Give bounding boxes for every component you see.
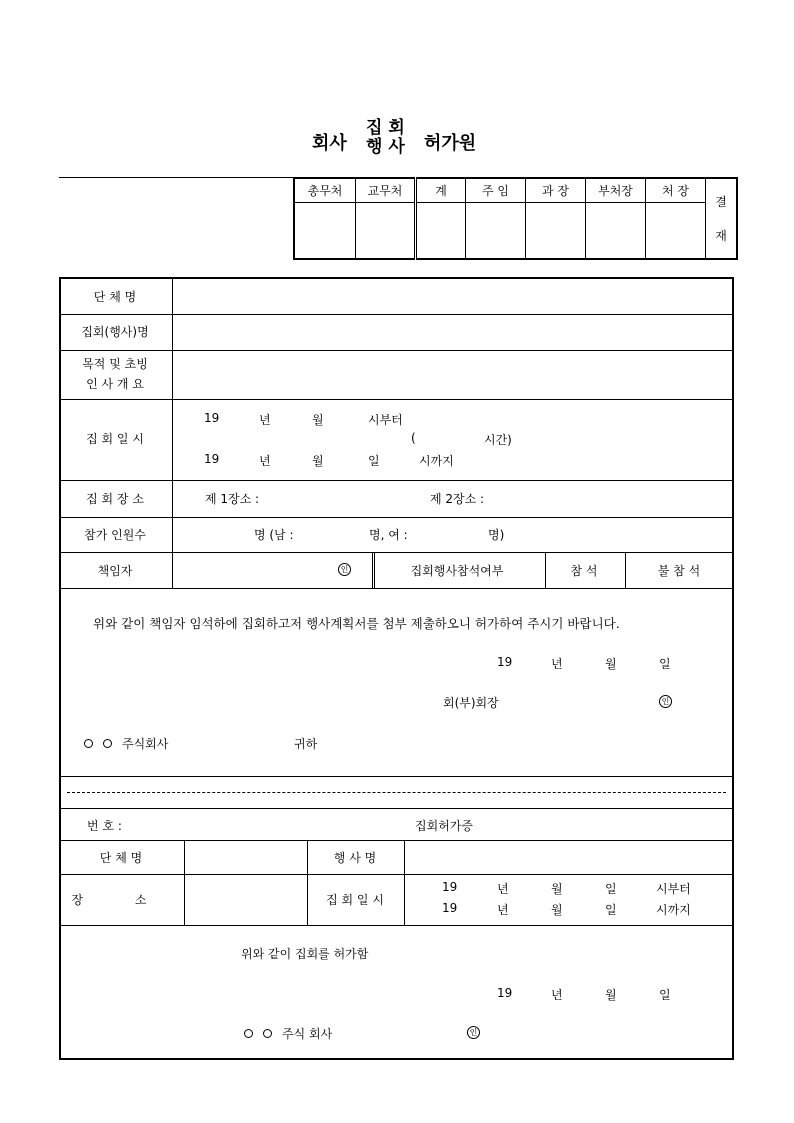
dt-from: 시부터 — [368, 413, 403, 427]
blank-circle-icon — [84, 739, 93, 748]
permit-event-name-label: 행 사 명 — [333, 851, 377, 865]
blank-circle-icon — [263, 1029, 272, 1038]
purpose-label-line2: 인 사 개 요 — [86, 377, 144, 391]
permit-org-name-label: 단 체 명 — [99, 851, 143, 865]
dt-day-unit-2: 일 — [368, 454, 380, 468]
datetime-label: 집 회 일 시 — [86, 432, 144, 446]
president-label: 회(부)회장 — [443, 696, 499, 710]
approval-header-3: 계 — [416, 178, 466, 202]
org-name-label: 단 체 명 — [93, 290, 137, 304]
dt-year-2: 19 — [204, 452, 220, 466]
event-name-label: 집회(행사)명 — [81, 325, 149, 339]
attend-no[interactable]: 불 참 석 — [657, 564, 701, 578]
recipient-company: 주식회사 — [122, 737, 169, 751]
row-divider — [61, 517, 732, 518]
dt-paren-open: ( — [411, 431, 416, 445]
approval-header-7: 처 장 — [646, 178, 706, 202]
approval-sign-5[interactable] — [526, 202, 586, 259]
permit-place-label: 장 소 — [71, 893, 171, 907]
permit-datetime-label: 집 회 일 시 — [326, 893, 384, 907]
cut-line — [67, 792, 726, 793]
permit-dt1-year-unit: 년 — [497, 882, 509, 896]
approval-side-label-bottom: 재 — [715, 228, 727, 243]
dt-hours: 시간) — [484, 433, 512, 447]
approval-side-label-top: 결 — [715, 194, 727, 209]
dt-month-unit-1: 월 — [312, 413, 324, 427]
participants-female[interactable]: 명) — [488, 528, 505, 542]
approval-sign-4[interactable] — [466, 202, 526, 259]
permit-date-year: 19 — [497, 986, 513, 1000]
permit-approve-text: 위와 같이 집회를 허가함 — [241, 947, 369, 961]
col-divider — [372, 552, 373, 588]
col-divider — [307, 840, 308, 925]
row-divider — [61, 480, 732, 481]
request-date-year-unit: 년 — [551, 657, 563, 671]
approval-sign-1[interactable] — [294, 202, 356, 259]
dt-year-unit-2: 년 — [259, 454, 271, 468]
participants-male[interactable]: 명, 여 : — [369, 528, 408, 542]
title-prefix: 회사 — [312, 133, 347, 154]
place-2-label[interactable]: 제 2장소 : — [430, 492, 485, 506]
row-divider — [61, 874, 732, 875]
title-suffix: 허가원 — [424, 133, 477, 154]
permit-dt1-month-unit: 월 — [551, 882, 563, 896]
request-date-day-unit: 일 — [659, 657, 671, 671]
permit-dt2-year: 19 — [442, 901, 458, 915]
approval-sign-6[interactable] — [586, 202, 646, 259]
approval-sign-7[interactable] — [646, 202, 706, 259]
permit-dt1-from: 시부터 — [656, 882, 691, 896]
permit-date-month-unit: 월 — [605, 988, 617, 1002]
col-divider — [545, 552, 546, 588]
permit-place-field[interactable] — [184, 874, 304, 922]
permit-dt2-year-unit: 년 — [497, 903, 509, 917]
row-divider — [61, 808, 732, 809]
title-stack-top: 집 회 — [366, 118, 405, 138]
permit-date-year-unit: 년 — [551, 988, 563, 1002]
approval-header-1: 총무처 — [294, 178, 356, 202]
dt-month-unit-2: 월 — [312, 454, 324, 468]
seal-icon: 인 — [659, 695, 672, 708]
title-stack-bottom: 행 사 — [366, 137, 405, 157]
request-date-month-unit: 월 — [605, 657, 617, 671]
approval-header-4: 주 임 — [466, 178, 526, 202]
approval-header-2: 교무처 — [356, 178, 416, 202]
attendance-label: 집회행사참석여부 — [410, 564, 504, 578]
approval-header-6: 부처장 — [586, 178, 646, 202]
purpose-field[interactable] — [172, 350, 732, 396]
approval-sign-2[interactable] — [356, 202, 416, 259]
approval-side-label — [706, 178, 738, 259]
row-divider — [61, 588, 732, 589]
responsible-label: 책임자 — [97, 564, 133, 578]
permit-org-name-field[interactable] — [184, 840, 304, 870]
place-label: 집 회 장 소 — [86, 492, 144, 506]
participants-total[interactable]: 명 (남 : — [254, 528, 294, 542]
permit-company: 주식 회사 — [282, 1027, 333, 1041]
permit-dt1-year: 19 — [442, 880, 458, 894]
row-divider — [61, 925, 732, 926]
participants-label: 참가 인원수 — [84, 528, 146, 542]
row-divider — [61, 776, 732, 777]
seal-icon: 인 — [467, 1026, 480, 1039]
row-divider — [61, 399, 732, 400]
permit-dt2-month-unit: 월 — [551, 903, 563, 917]
dt-year-1: 19 — [204, 411, 220, 425]
permit-date-day-unit: 일 — [659, 988, 671, 1002]
recipient-honorific: 귀하 — [294, 737, 318, 751]
col-divider — [374, 552, 375, 588]
blank-circle-icon — [103, 739, 112, 748]
dt-until: 시까지 — [419, 454, 454, 468]
approval-header-5: 과 장 — [526, 178, 586, 202]
permit-number-label: 번 호 : — [87, 819, 122, 833]
request-text: 위와 같이 책임자 임석하에 집회하고저 행사계획서를 첨부 제출하오니 허가하여 주시기 바랍니다. — [93, 616, 620, 631]
col-divider — [625, 552, 626, 588]
event-name-field[interactable] — [172, 314, 732, 347]
permit-dt2-until: 시까지 — [656, 903, 691, 917]
top-rule — [59, 177, 293, 178]
permit-heading: 집회허가증 — [415, 819, 473, 833]
seal-icon: 인 — [338, 563, 351, 576]
row-divider — [61, 552, 732, 553]
document-title — [312, 120, 502, 164]
permit-event-name-field[interactable] — [404, 840, 732, 870]
permit-dt1-day-unit: 일 — [605, 882, 617, 896]
request-date-year: 19 — [497, 655, 513, 669]
permit-number-field[interactable] — [145, 810, 385, 836]
permit-dt2-day-unit: 일 — [605, 903, 617, 917]
dt-year-unit-1: 년 — [259, 413, 271, 427]
blank-circle-icon — [244, 1029, 253, 1038]
approval-sign-3[interactable] — [416, 202, 466, 259]
place-1-label[interactable]: 제 1장소 : — [205, 492, 260, 506]
purpose-label-line1: 목적 및 초빙 — [82, 357, 148, 371]
org-name-field[interactable] — [172, 279, 732, 312]
approval-table — [293, 177, 738, 260]
attend-yes[interactable]: 참 석 — [570, 564, 598, 578]
